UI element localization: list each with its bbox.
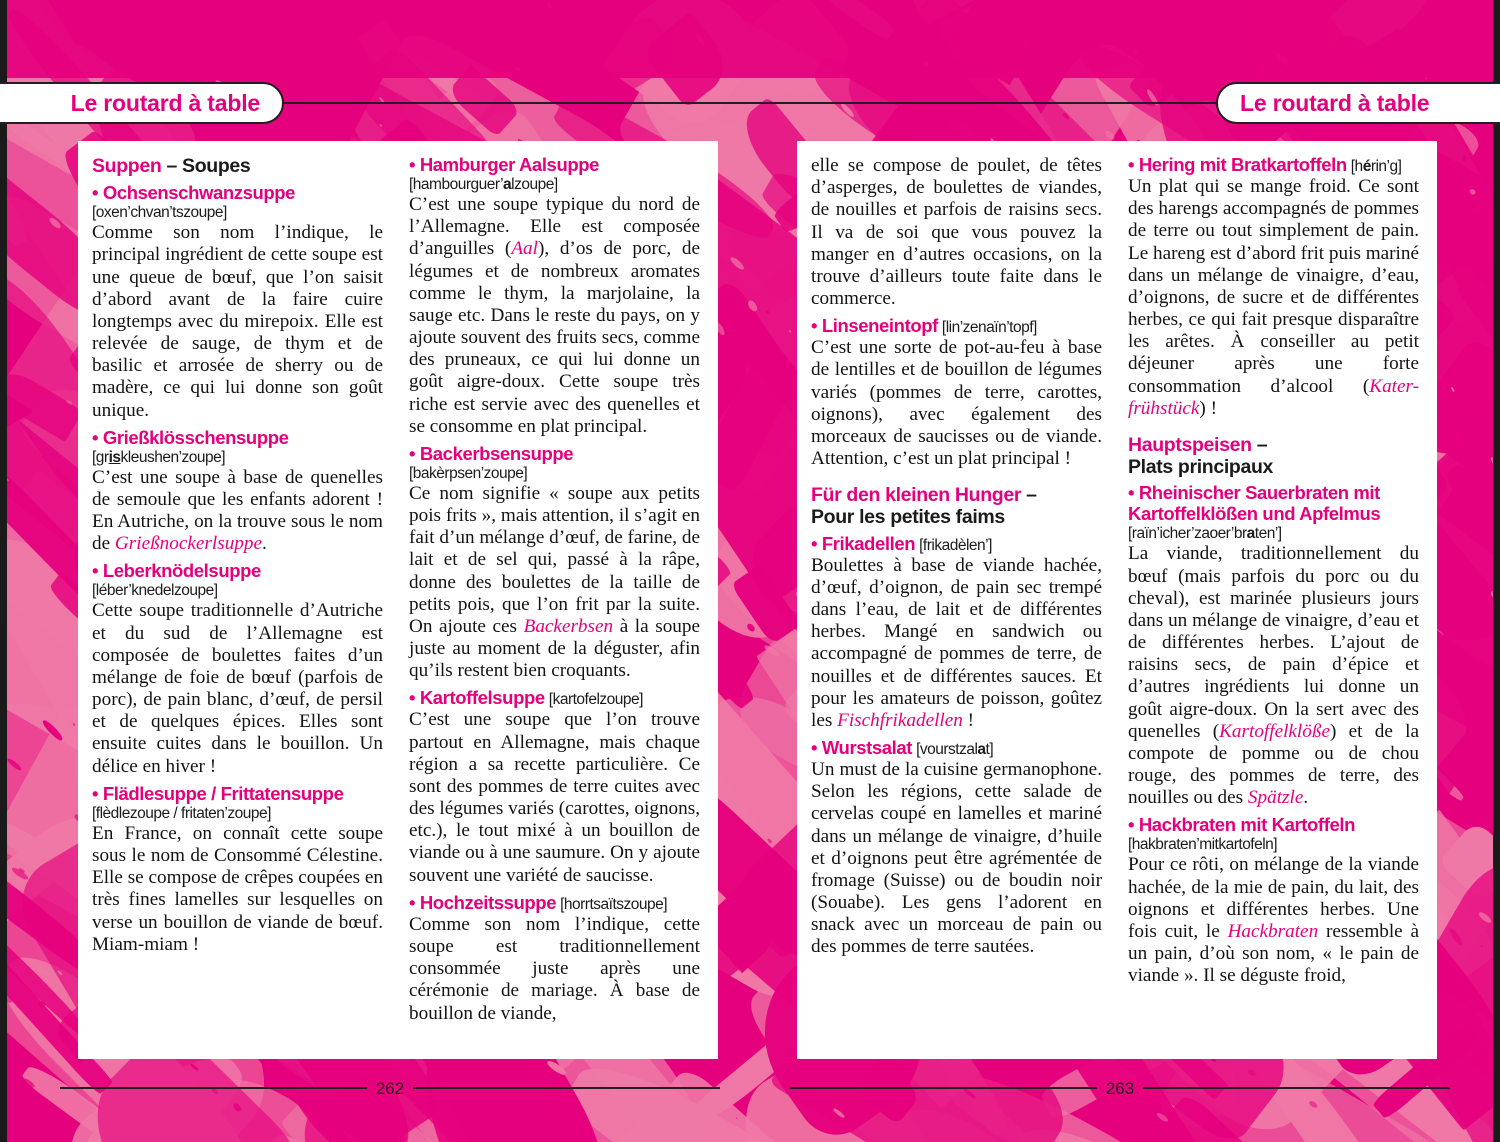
entry-body-hochzeitssuppe: Comme son nom l’indique, cette soupe est traditionnellement consommée juste après une cérémonie de mariage. À base de bouillon de viande, [409, 913, 700, 1024]
content-panel-right [797, 141, 1437, 1059]
header-tab-right [1216, 82, 1500, 124]
section-heading-de: Hauptspeisen [1128, 433, 1252, 456]
section-heading-dash: – [1021, 484, 1037, 507]
header-tab-left [0, 82, 284, 124]
term-text: Kartoffelsuppe [419, 687, 545, 709]
bullet-icon: • [811, 737, 822, 759]
entry-body-fladlesuppe: En France, on connaît cette soupe sous le nom de Consommé Célestine. Elle se compose de crêpes coupées en très fines lamelles sur lesquelles on verse un bouillon de viande de bœuf. Miam-miam ! [92, 822, 383, 955]
entry-pron-hamburger-aalsuppe: [hambourguer’alzoupe] [409, 176, 558, 193]
entry-term-hochzeitssuppe [409, 893, 700, 914]
footer-rule [413, 1087, 720, 1089]
entry-body-backerbsensuppe: Ce nom signifie « soupe aux petits pois frits », mais attention, il s’agit en fait d’un mélange d’œuf, de farine, de lait et de sel qui, passé à la râpe, donne des boulettes de la taille de petits pois, que l’on frit par la suite. On ajoute ces Backerbsen à la soupe juste au moment de la déguster, afin qu’ils restent bien croquants. [409, 482, 700, 682]
entry-body-linseneintopf: C’est une sorte de pot-au-feu à base de lentilles et de bouillon de légumes variés (pommes de terre, carottes, oignons), avec également des morceaux de saucisses ou de viande. Attention, c’est un plat principal ! [811, 337, 1102, 470]
german-term-italic: Kartoffelklöße [1219, 720, 1330, 742]
bullet-icon: • [409, 154, 420, 175]
entry-pron-fladlesuppe: [flèdlezoupe / fritaten’zoupe] [92, 804, 271, 822]
entry-body-ochsenschwanzsuppe: Comme son nom l’indique, le principal ingrédient de cette soupe est une queue de bœuf, que l’on saisit d’abord avant de la faire cuire longtemps avec du mirepoix. Elle est relevée de sauge, de thym et de basilic et arrosée de sherry ou de madère, ce qui lui donne son goût unique. [92, 222, 383, 421]
page-number: 263 [1105, 1079, 1135, 1098]
footer-left [60, 1078, 720, 1098]
entry-pron-griessklosschensuppe: [griskleushen’zoupe] [92, 448, 226, 466]
entry-body-hamburger-aalsuppe: C’est une soupe typique du nord de l’Allemagne. Elle est composée d’anguilles (Aal), d’os de porc, de légumes et de nombreux aromates comme le thym, la marjolaine, la sauge etc. Dans le reste du pays, on y ajoute souvent des fruits secs, comme des pruneaux, ce qui lui donne un goût aigre-doux. Cette soupe très riche est servie avec des quenelles et se consomme en plat principal. [409, 194, 701, 437]
footer-rule [1143, 1087, 1450, 1089]
bullet-icon: • [92, 560, 103, 582]
german-term-italic: Spätzle [1247, 787, 1304, 809]
entry-term-griessklosschensuppe [92, 428, 383, 449]
footer-rule [60, 1087, 367, 1089]
entry-pron-hochzeitssuppe: [horrtsaïtszoupe] [560, 895, 668, 913]
entry-term-wurstsalat [811, 738, 1102, 759]
german-term-italic: Backerbsen [523, 615, 614, 637]
header-tab-label: Le routard à table [70, 89, 260, 116]
bullet-icon: • [409, 891, 420, 913]
term-text: Hering mit Bratkartoffeln [1138, 154, 1347, 175]
column-1 [92, 155, 383, 1053]
entry-pron-rheinischer-sauerbraten: [raïn’icher’zaoer’braten’] [1128, 525, 1282, 543]
bullet-icon: • [811, 315, 822, 337]
german-term-italic: Fischfrikadellen [837, 709, 963, 731]
entry-term-kartoffelsuppe [409, 688, 700, 709]
column-4 [1128, 155, 1419, 1053]
section-heading-fur-den-kleinen-hunger [811, 484, 1102, 528]
term-text: Rheinischer Sauerbraten mit Kartoffelklößen und Apfelmus [1128, 482, 1381, 525]
term-text: Hochzeitssuppe [419, 891, 557, 913]
section-heading-de: Für den kleinen Hunger [811, 484, 1022, 507]
entry-term-hering-mit-bratkartoffeln [1128, 155, 1419, 176]
entry-body-wurstsalat: Un must de la cuisine germanophone. Selon les régions, cette salade de cervelas coupé en lamelles et mariné dans un mélange de vinaigre, d’huile et d’oignons peut être agrémentée de fromage (Suisse) ou de boudin noir (Souabe). Les gens l’adorent en snack avec un morceau de pain ou des pommes de terre sautées. [811, 759, 1102, 958]
section-heading-fr: Plats principaux [1128, 456, 1274, 479]
header-tab-label: Le routard à table [1240, 89, 1430, 116]
german-term-italic: Aal [511, 238, 538, 260]
section-heading-suppen [92, 155, 383, 177]
entry-pron-leberknodelsuppe: [léber’knedelzoupe] [92, 582, 218, 600]
section-heading-fr: Pour les petites faims [811, 506, 1005, 529]
section-heading-dash: – [1251, 433, 1268, 456]
entry-pron-ochsenschwanzsuppe: [oxen’chvan’tszoupe] [92, 204, 227, 222]
entry-body-hering: Un plat qui se mange froid. Ce sont des harengs accompagnés de pommes de terre ou tout simplement de pain. Le hareng est d’abord frit puis mariné dans un mélange de vinaigre, d’eau, d’oignons, de sucre et de différentes herbes, ce qui fait presque disparaître les arêtes. À conseiller au petit déjeuner après une forte consommation d’alcool (Kater-frühstück) ! [1128, 176, 1419, 419]
term-text: Grießklösschensuppe [102, 426, 289, 448]
term-text: Flädlesuppe / Frittatensuppe [102, 782, 344, 804]
entry-term-rheinischer-sauerbraten [1128, 483, 1419, 525]
entry-pron-hackbraten: [hakbraten’mitkartofeln] [1128, 836, 1278, 854]
section-heading-fr: Soupes [182, 155, 251, 177]
section-heading-de: Suppen [92, 155, 162, 177]
entry-body-frikadellen: Boulettes à base de viande hachée, d’œuf, d’oignon, de pain sec trempé dans l’eau, de lait et de différentes herbes. Mangé en sandwich ou accompagné de pommes de terre, de nouilles et de différentes sauces. Et pour les amateurs de poisson, goûtez les Fischfrikadellen ! [811, 554, 1102, 731]
entry-body-leberknodelsuppe: Cette soupe traditionnelle d’Autriche et du sud de l’Allemagne est composée de boulettes faites d’un mélange de foie de bœuf (parfois de porc), de pain blanc, d’œuf, de persil et de quelques épices. Elles sont ensuite cuites dans le bouillon. Un délice en hiver ! [92, 600, 383, 777]
content-panel-left [78, 141, 718, 1059]
entry-body-rheinischer-sauerbraten: La viande, traditionnellement du bœuf (mais parfois du porc ou du cheval), est marinée plusieurs jours dans un mélange de vinaigre, d’eau et de différentes herbes. L’ajout de raisins secs, de pain d’épice et d’autres ingrédients lui donne un goût aigre-doux. On la sert avec des quenelles (Kartoffelklöße) et de la compote de pomme ou de chou rouge, des pommes de terre, des nouilles ou des Spätzle. [1128, 543, 1419, 809]
term-text: Linseneintopf [821, 315, 938, 337]
entry-term-fladlesuppe [92, 784, 383, 805]
entry-pron-kartoffelsuppe: [kartofelzoupe] [548, 691, 643, 709]
entry-term-hamburger-aalsuppe [409, 155, 700, 176]
section-heading-hauptspeisen [1128, 434, 1419, 478]
entry-term-ochsenschwanzsuppe [92, 183, 383, 204]
header-rule-left [280, 102, 750, 104]
term-text: Hamburger Aalsuppe [419, 154, 600, 175]
bullet-icon: • [1128, 482, 1139, 504]
bullet-icon: • [1128, 154, 1139, 175]
entry-pron-linseneintopf: [lin’zenaïn’topf] [941, 319, 1037, 337]
header-rule-right [750, 102, 1220, 104]
entry-term-backerbsensuppe [409, 444, 700, 465]
term-text: Backerbsensuppe [419, 442, 574, 464]
bullet-icon: • [409, 442, 420, 464]
entry-body-griessklosschensuppe: C’est une soupe à base de quenelles de semoule que les enfants adorent ! En Autriche, on la trouve sous le nom de Grießnockerlsuppe. [92, 466, 383, 555]
bullet-icon: • [92, 426, 103, 448]
page-number: 262 [375, 1079, 405, 1098]
entry-pron-wurstsalat: [vourstzalat] [916, 741, 994, 759]
bullet-icon: • [92, 182, 103, 204]
bullet-icon: • [1128, 814, 1139, 836]
entry-pron-frikadellen: [frikadèlen’] [919, 536, 992, 554]
column-3 [811, 155, 1102, 1053]
german-term-italic: Kater-frühstück [1128, 375, 1419, 419]
german-term-italic: Hackbraten [1227, 920, 1319, 942]
term-text: Wurstsalat [821, 737, 913, 759]
bullet-icon: • [409, 687, 420, 709]
spacer [811, 471, 1102, 484]
entry-pron-backerbsensuppe: [bakèrpsen’zoupe] [409, 464, 528, 482]
spacer [1128, 421, 1419, 434]
section-heading-dash: – [161, 155, 183, 177]
term-text: Hackbraten mit Kartoffeln [1138, 814, 1355, 836]
term-text: Ochsenschwanzsuppe [102, 182, 296, 204]
bullet-icon: • [92, 782, 103, 804]
entry-term-linseneintopf [811, 316, 1102, 337]
entry-pron-hering: [hérin’g] [1350, 158, 1402, 175]
term-text: Leberknödelsuppe [102, 560, 261, 582]
footer-right [790, 1078, 1450, 1098]
entry-body-hackbraten: Pour ce rôti, on mélange de la viande hachée, de la mie de pain, du lait, des oignons et différentes herbes. Une fois cuit, le Hackbraten ressemble à un pain, d’où son nom, « le pain de viande ». Il se déguste froid, [1128, 854, 1419, 987]
page-right [750, 0, 1500, 1142]
column-2 [409, 155, 700, 1053]
footer-rule [790, 1087, 1097, 1089]
entry-term-frikadellen [811, 534, 1102, 555]
entry-term-leberknodelsuppe [92, 561, 383, 582]
continued-body-hochzeitssuppe: elle se compose de poulet, de têtes d’asperges, de boulettes de viandes, de nouilles et parfois de raisins secs. Il va de soi que vous pouvez la manger en d’autres occasions, on la trouve d’ailleurs toute faite dans le commerce. [811, 155, 1102, 310]
entry-body-kartoffelsuppe: C’est une soupe que l’on trouve partout en Allemagne, mais chaque région a sa recette particulière. Ce sont des pommes de terre cuites avec des légumes variés (carottes, oignons, etc.), le tout mixé à un bouillon de viande ou à une saumure. On y ajoute souvent une variété de saucisse. [409, 709, 700, 886]
bullet-icon: • [811, 532, 822, 554]
term-text: Frikadellen [821, 532, 916, 554]
german-term-italic: Grießnockerlsuppe [114, 533, 262, 555]
entry-term-hackbraten [1128, 815, 1419, 836]
